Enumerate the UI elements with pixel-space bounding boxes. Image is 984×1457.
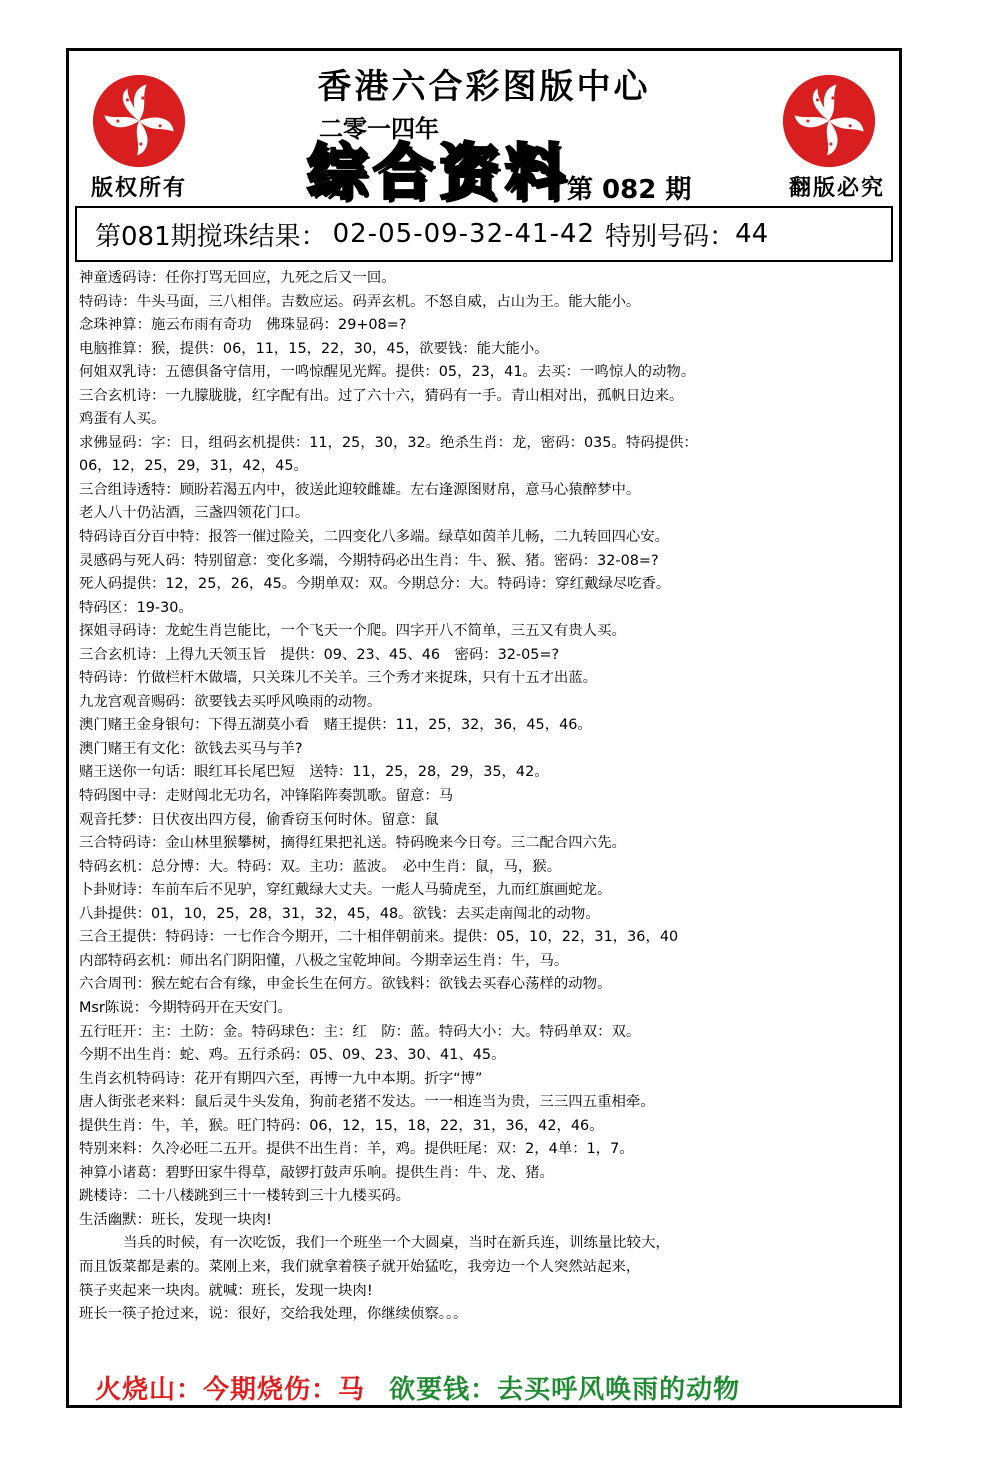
content-line: 灵感码与死人码：特别留意：变化多端，今期特码必出生肖：牛、猴、猪。密码：32-08=? [79,552,659,569]
content-line: 内部特码玄机：师出名门阴阳懂，八极之宝乾坤间。今期幸运生肖：牛，马。 [79,952,569,969]
content-line: 三合组诗透特：顾盼若渴五内中，彼送此迎较雌雄。左右逢源图财帛，意马心猿醉梦中。 [79,481,641,498]
content-line: 生活幽默：班长，发现一块肉! [79,1211,272,1228]
page-frame [66,48,902,1408]
draw-result-box [75,206,893,262]
content-line: 神童透码诗：任你打骂无回应，九死之后又一回。 [79,270,396,286]
issue-number: 第 082 期 [567,175,692,205]
content-line: 鸡蛋有人买。 [79,411,166,428]
content-line: 特别来料：久冷必旺二五开。提供不出生肖：羊，鸡。提供旺尾：双：2，4单：1，7。 [79,1141,634,1158]
content-line: 生肖玄机特码诗：花开有期四六至，再博一九中本期。折字“博” [79,1070,483,1087]
content-line: Msr陈说：今期特码开在天安门。 [79,999,292,1016]
content-line: 特码诗：牛头马面，三八相伴。吉数应运。码弄玄机。不怒自威，占山为王。能大能小。 [79,293,641,310]
content-line: 跳楼诗：二十八楼跳到三十一楼转到三十九楼买码。 [79,1188,410,1205]
content-line: 唐人街张老来料：鼠后灵牛头发角，狗前老猪不发达。一一相连当为贵，三三四五重相牵。 [79,1094,655,1111]
content-line: 三合王提供：特码诗：一七作合今期开，二十相伴朝前来。提供：05，10，22，31，36，40 [79,929,679,946]
result-numbers: 02-05-09-32-41-42 [332,219,596,249]
big-title: 综合资料 [307,138,571,208]
header [69,51,899,206]
content-line: 九龙宫观音赐码：欲要钱去买呼风唤雨的动物。 [79,693,382,710]
special-number: 44 [735,219,769,249]
content-line: 06，12，25，29，31，42，45。 [79,458,308,475]
content-line: 当兵的时候，有一次吃饭，我们一个班坐一个大圆桌，当时在新兵连，训练量比较大， [123,1235,670,1252]
content-line: 今期不出生肖：蛇、鸡。五行杀码：05、09、23、30、41、45。 [79,1047,506,1064]
content-line: 死人码提供：12，25，26，45。今期单双：双。今期总分：大。特码诗：穿红戴绿尽吃香。 [79,576,671,593]
content-line: 三合玄机诗：一九朦胧胧，红字配有出。过了六十六，猜码有一手。青山相对出，孤帆日边来。 [79,387,684,404]
content-line: 三合玄机诗：上得九天领玉旨 提供：09、23、45、46 密码：32-05=? [79,646,560,663]
content-line: 念珠神算：施云布雨有奇功 佛珠显码：29+08=? [79,317,407,334]
content-line: 澳门赌王金身银句：下得五湖莫小看 赌王提供：11，25，32，36，45，46。 [79,717,592,734]
content-line: 神算小诸葛：碧野田家牛得草，敲锣打鼓声乐响。提供生肖：牛、龙、猪。 [79,1164,554,1181]
content-line: 探姐寻码诗：龙蛇生肖岂能比，一个飞天一个爬。四字开八不简单，三五又有贵人买。 [79,623,626,640]
content-line: 观音托梦：日伏夜出四方侵，偷香窃玉何时休。留意：鼠 [79,811,439,828]
content-line: 澳门赌王有文化：欲钱去买马与羊? [79,740,303,757]
content-line: 求佛显码：字：日，组码玄机提供：11，25，30，32。绝杀生肖：龙，密码：035。特码提供： [79,434,698,451]
content-line: 赌王送你一句话：眼红耳长尾巴短 送特：11，25，28，29，35，42。 [79,764,549,781]
content-line: 特码诗：竹做栏杆木做墙，只关珠儿不关羊。三个秀才来捉珠，只有十五才出蓝。 [79,670,598,687]
content-line: 八卦提供：01，10，25，28，31，32，45，48。欲钱：去买走南闯北的动物。 [79,905,600,922]
content-line: 特码区：19-30。 [79,599,193,616]
content-line: 三合特码诗：金山林里猴攀树，摘得红果把礼送。特码晚来今日夸。三二配合四六先。 [79,835,626,852]
content-line: 何姐双乳诗：五德俱备守信用，一鸣惊醒见光辉。提供：05，23，41。去买：一鸣惊人的动物。 [79,364,696,381]
no-copy-label: 翻版必究 [788,175,885,201]
content-line: 班长一筷子抢过来，说：很好，交给我处理，你继续侦察。。。 [79,1306,468,1323]
content-line: 电脑推算：猴，提供：06，11，15，22，30，45，欲要钱：能大能小。 [79,340,549,357]
bottom-fire-text: 火烧山：今期烧伤：马 [95,1375,366,1405]
content-line: 而且饭菜都是素的。菜刚上来，我们就拿着筷子就开始猛吃，我旁边一个人突然站起来， [79,1258,641,1275]
content-line: 特码诗百分百中特：报答一催过险关，二四变化八多端。绿草如茵羊儿畅，二九转回四心安。 [79,529,670,546]
content-line: 六合周刊：猴左蛇右合有缘，申金长生在何方。欲钱料：欲钱去买春心荡样的动物。 [79,976,612,993]
bottom-money-text: 欲要钱：去买呼风唤雨的动物 [389,1375,741,1405]
copyright-label: 版权所有 [91,175,188,201]
content-line: 提供生肖：牛，羊，猴。旺门特码：06，12，15，18，22，31，36，42，46。 [79,1117,604,1134]
content-line: 特码玄机：总分博：大。特码：双。主功：蓝波。 必中生肖：鼠，马，猴。 [79,858,562,875]
content-line: 五行旺开：主：土防：金。特码球色：主：红 防：蓝。特码大小：大。特码单双：双。 [79,1023,641,1040]
content-lines [79,267,894,1327]
content-line: 筷子夹起来一块肉。就喊：班长，发现一块肉! [79,1282,373,1299]
content-line: 特码图中寻：走财闯北无功名，冲锋陷阵奏凯歌。留意：马 [79,788,454,805]
header-title: 香港六合彩图版中心 [317,67,651,107]
bottom-banner [95,1369,740,1406]
special-label: 特别号码： [605,221,736,252]
result-label: 第081期搅珠结果： [95,221,327,252]
header-year: 二零一四年 [319,114,439,143]
content-line: 老人八十仍沾酒，三盏四领花门口。 [79,505,310,522]
content-line: 卜卦财诗：车前车后不见驴，穿红戴绿大丈夫。一彪人马骑虎至，九而红旗画蛇龙。 [79,882,612,899]
